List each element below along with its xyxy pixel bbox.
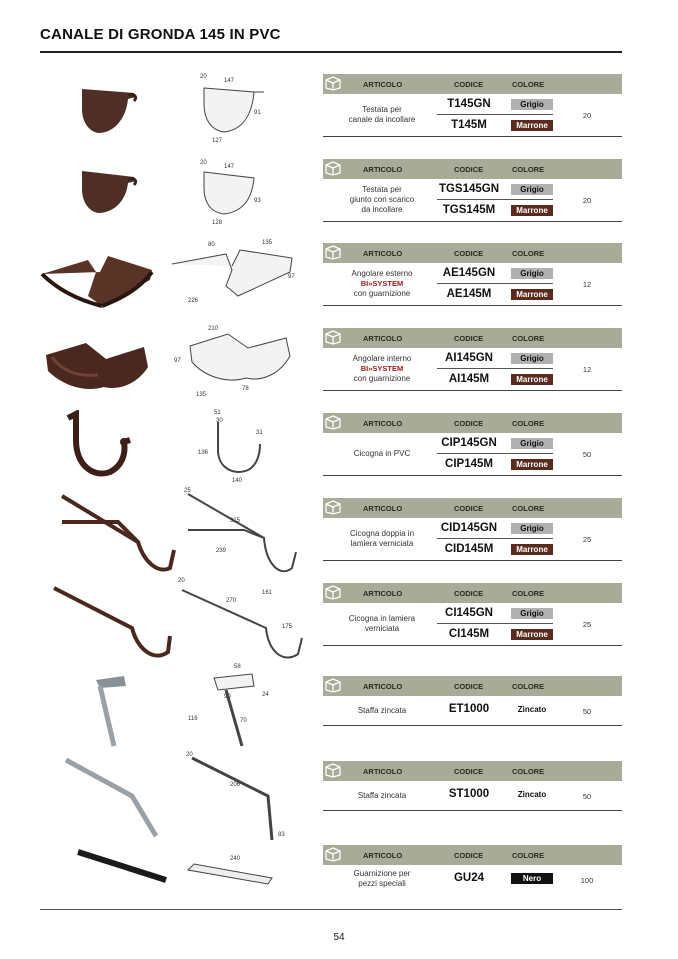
color-badge: Marrone <box>511 544 553 555</box>
dim-label: 206 <box>230 782 241 788</box>
dim-label: 240 <box>230 856 241 862</box>
table-body <box>323 179 622 222</box>
color-badge: Marrone <box>511 205 553 216</box>
dim-label: 210 <box>208 326 219 332</box>
box-icon <box>323 243 343 260</box>
table-body <box>323 696 622 726</box>
dim-label: 70 <box>240 718 247 724</box>
color-badge: Grigio <box>511 99 553 110</box>
dim-label: 78 <box>242 386 249 392</box>
page-title: CANALE DI GRONDA 145 IN PVC <box>40 26 281 43</box>
table-header <box>323 413 622 433</box>
header-color: COLORE <box>512 589 545 598</box>
header-color: COLORE <box>512 851 545 860</box>
table-body <box>323 865 622 895</box>
header-code: CODICE <box>454 165 484 174</box>
double-hanger-photo <box>58 492 178 582</box>
dim-label: 83 <box>278 832 285 838</box>
product-code: TGS145GN <box>438 183 500 195</box>
dim-label: 80 <box>208 242 215 248</box>
box-icon <box>323 74 343 91</box>
product-table <box>323 74 622 137</box>
color-badge: Marrone <box>511 629 553 640</box>
box-icon <box>323 413 343 430</box>
dim-label: 20 <box>178 578 185 584</box>
pack-quantity: 50 <box>582 792 592 801</box>
product-table <box>323 159 622 222</box>
dim-label: 135 <box>262 240 273 246</box>
header-code: CODICE <box>454 80 484 89</box>
codes <box>431 348 567 390</box>
table-body <box>323 263 622 306</box>
external-corner-drawing <box>166 236 302 308</box>
product-table <box>323 498 622 561</box>
box-icon <box>323 761 343 778</box>
product-table <box>323 243 622 306</box>
header-color: COLORE <box>512 504 545 513</box>
box-icon <box>323 583 343 600</box>
header-code: CODICE <box>454 589 484 598</box>
metal-hanger-drawing <box>176 574 310 670</box>
product-table <box>323 328 622 391</box>
table-body <box>323 348 622 391</box>
bi-system-logo: BI»SYSTEM <box>360 364 404 373</box>
table-header <box>323 676 622 696</box>
dim-label: 20 <box>200 160 207 166</box>
internal-corner-photo <box>42 337 152 399</box>
table-header <box>323 243 622 263</box>
product-table <box>323 761 622 811</box>
dim-label: 175 <box>282 624 293 630</box>
dim-label: 270 <box>226 598 237 604</box>
codes <box>431 518 567 560</box>
article-description: Cicogna in PVC <box>353 449 411 458</box>
dim-label: 116 <box>188 716 198 722</box>
dim-label: 161 <box>262 590 273 596</box>
dim-label: 20 <box>186 752 193 758</box>
dim-label: 93 <box>254 198 261 204</box>
header-color: COLORE <box>512 682 545 691</box>
product-table <box>323 676 622 726</box>
zinc-bracket-et-drawing <box>186 660 274 752</box>
header-article: ARTICOLO <box>363 249 403 258</box>
header-article: ARTICOLO <box>363 504 403 513</box>
pack-quantity: 25 <box>582 620 592 629</box>
codes <box>431 603 567 645</box>
table-header <box>323 74 622 94</box>
product-code: CIP145M <box>445 458 493 470</box>
table-body <box>323 518 622 561</box>
article-description: Staffa zincata <box>357 791 407 800</box>
header-code: CODICE <box>454 682 484 691</box>
box-icon <box>323 845 343 862</box>
product-code: CI145GN <box>445 607 493 619</box>
pack-quantity: 20 <box>582 196 592 205</box>
dim-label: 51 <box>214 410 221 416</box>
article-description: Angolare esterno BI»SYSTEM con guarnizione <box>323 269 441 299</box>
table-body <box>323 781 622 811</box>
box-icon <box>323 159 343 176</box>
gasket-photo <box>74 846 170 886</box>
dim-label: 147 <box>224 164 235 170</box>
table-header <box>323 328 622 348</box>
dim-label: 136 <box>198 450 209 456</box>
dim-label: 239 <box>216 548 227 554</box>
external-corner-photo <box>38 250 156 312</box>
box-icon <box>323 328 343 345</box>
article-description: Cicogna doppia in lamiera verniciata <box>349 529 415 548</box>
dim-label: 58 <box>234 664 241 670</box>
pack-quantity: 50 <box>582 707 592 716</box>
end-cap-drawing <box>194 70 270 148</box>
zinc-bracket-et-photo <box>90 672 140 754</box>
codes <box>431 868 567 889</box>
bi-system-logo: BI»SYSTEM <box>360 279 404 288</box>
metal-hanger-photo <box>50 584 174 666</box>
zinc-bracket-st-drawing <box>184 748 292 848</box>
dim-label: 127 <box>212 138 223 144</box>
pvc-hanger-drawing <box>196 406 276 486</box>
pack-quantity: 25 <box>582 535 592 544</box>
product-table <box>323 413 622 476</box>
product-code: CID145GN <box>440 522 498 534</box>
page-number: 54 <box>333 932 345 943</box>
color-badge: Grigio <box>511 268 553 279</box>
product-code: TGS145M <box>442 204 496 216</box>
color-badge: Marrone <box>511 374 553 385</box>
box-icon <box>323 498 343 515</box>
header-article: ARTICOLO <box>363 165 403 174</box>
table-header <box>323 498 622 518</box>
table-header <box>323 159 622 179</box>
end-cap-photo <box>76 83 142 139</box>
dim-label: 97 <box>288 274 295 280</box>
table-body <box>323 603 622 646</box>
header-article: ARTICOLO <box>363 682 403 691</box>
product-code: AE145GN <box>442 267 496 279</box>
header-article: ARTICOLO <box>363 334 403 343</box>
header-article: ARTICOLO <box>363 80 403 89</box>
product-code: GU24 <box>453 872 485 884</box>
dim-label: 315 <box>230 518 241 524</box>
pack-quantity: 20 <box>582 111 592 120</box>
article-description: Cicogna in lamiera verniciata <box>348 614 416 633</box>
dim-label: 140 <box>232 478 243 484</box>
table-header <box>323 845 622 865</box>
header-code: CODICE <box>454 851 484 860</box>
article-description: Staffa zincata <box>357 706 407 715</box>
pack-quantity: 12 <box>582 365 592 374</box>
product-table <box>323 845 622 895</box>
header-color: COLORE <box>512 165 545 174</box>
product-code: CI145M <box>448 628 490 640</box>
product-code: AI145GN <box>445 352 493 364</box>
product-code: T145GN <box>447 98 491 110</box>
table-header <box>323 761 622 781</box>
dim-label: 147 <box>224 78 235 84</box>
header-code: CODICE <box>454 419 484 428</box>
pack-quantity: 50 <box>582 450 592 459</box>
end-cap-outlet-photo <box>76 167 142 217</box>
header-color: COLORE <box>512 80 545 89</box>
codes <box>431 433 567 475</box>
dim-label: 24 <box>262 692 269 698</box>
footer-divider <box>40 909 622 910</box>
product-code: ET1000 <box>448 703 490 715</box>
pack-quantity: 12 <box>582 280 592 289</box>
dim-label: 91 <box>254 110 261 116</box>
table-header <box>323 583 622 603</box>
article-description: Angolare interno BI»SYSTEM con guarnizione <box>323 354 441 384</box>
product-code: CIP145GN <box>441 437 497 449</box>
color-badge: Grigio <box>511 353 553 364</box>
header-code: CODICE <box>454 504 484 513</box>
product-code: AE145M <box>446 288 492 300</box>
dim-label: 20 <box>200 74 207 80</box>
product-code: T145M <box>451 119 487 131</box>
dim-label: 226 <box>188 298 199 304</box>
zinc-bracket-st-photo <box>62 756 162 842</box>
header-color: COLORE <box>512 334 545 343</box>
codes <box>431 784 567 805</box>
article-description: Testata per canale da incollare <box>348 105 416 124</box>
dim-label: 90 <box>224 694 231 700</box>
header-article: ARTICOLO <box>363 589 403 598</box>
color-badge: Grigio <box>511 184 553 195</box>
codes <box>431 699 567 720</box>
header-article: ARTICOLO <box>363 767 403 776</box>
color-badge: Grigio <box>511 608 553 619</box>
dim-label: 30 <box>216 418 223 424</box>
codes <box>431 263 567 305</box>
color-badge: Grigio <box>511 523 553 534</box>
article-description: Testata per giunto con scarico da incollare <box>349 185 415 214</box>
product-code: AI145M <box>448 373 490 385</box>
codes <box>431 179 567 221</box>
pack-quantity: 100 <box>580 876 594 885</box>
header-color: COLORE <box>512 249 545 258</box>
pvc-hanger-photo <box>62 410 134 486</box>
header-color: COLORE <box>512 419 545 428</box>
dim-label: 97 <box>174 358 181 364</box>
gasket-drawing <box>184 850 280 890</box>
header-code: CODICE <box>454 767 484 776</box>
color-badge: Marrone <box>511 289 553 300</box>
color-badge: Marrone <box>511 459 553 470</box>
dim-label: 128 <box>212 220 223 226</box>
end-cap-outlet-drawing <box>194 156 270 230</box>
color-badge: Marrone <box>511 120 553 131</box>
color-badge: Zincato <box>517 790 547 799</box>
title-divider <box>40 51 622 53</box>
box-icon <box>323 676 343 693</box>
product-code: ST1000 <box>448 788 490 800</box>
dim-label: 135 <box>196 392 207 398</box>
color-badge: Nero <box>511 873 553 884</box>
color-badge: Zincato <box>517 705 547 714</box>
header-color: COLORE <box>512 767 545 776</box>
dim-label: 31 <box>256 430 263 436</box>
internal-corner-drawing <box>172 322 300 400</box>
codes <box>431 94 567 136</box>
header-article: ARTICOLO <box>363 419 403 428</box>
product-table <box>323 583 622 646</box>
article-description: Guarnizione per pezzi speciali <box>353 869 411 888</box>
header-article: ARTICOLO <box>363 851 403 860</box>
dim-label: 25 <box>184 488 191 494</box>
table-body <box>323 433 622 476</box>
table-body <box>323 94 622 137</box>
header-code: CODICE <box>454 334 484 343</box>
product-code: CID145M <box>444 543 494 555</box>
color-badge: Grigio <box>511 438 553 449</box>
header-code: CODICE <box>454 249 484 258</box>
